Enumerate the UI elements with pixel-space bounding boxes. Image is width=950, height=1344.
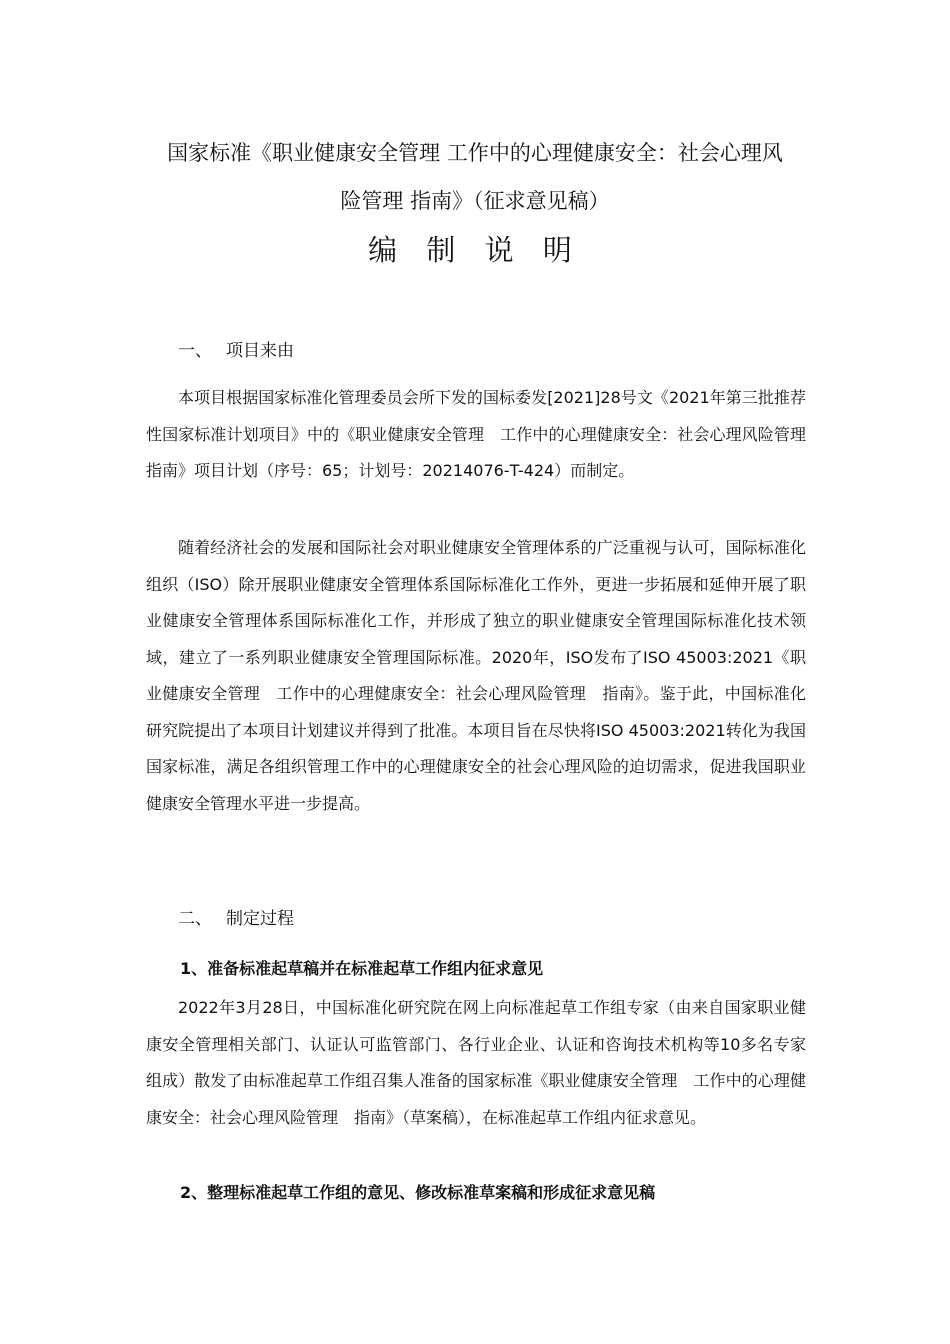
subsection-heading-2: 2、整理标准起草工作组的意见、修改标准草案稿和形成征求意见稿: [180, 1183, 656, 1202]
section-number: 一、: [178, 341, 212, 361]
section-number: 二、: [178, 909, 212, 929]
document-title-line-1: 国家标准《职业健康安全管理 工作中的心理健康安全：社会心理风: [167, 141, 783, 165]
paragraph-background: 随着经济社会的发展和国际社会对职业健康安全管理体系的广泛重视与认可，国际标准化组织（ISO）除开展职业健康安全管理体系国际标准化工作外，更进一步拓展和延伸开展了职业健康安全管理体系国际标准化工作，并形成了独立的职业健康安全管理国际标准化技术领域，建立了一系列职业健康安全管理国际标准。2020年，ISO发布了ISO 45003:2021《职业健康安全管理 工作中的心理健康安全：社会心理风险管理 指南》。鉴于此，中国标准化研究院提出了本项目计划建议并得到了批准。本项目旨在尽快将ISO 45003:2021转化为我国国家标准，满足各组织管理工作中的心理健康安全的社会心理风险的迫切需求，促进我国职业健康安全管理水平进一步提高。: [146, 538, 806, 813]
section-title: 制定过程: [226, 909, 294, 929]
main-heading: 编 制 说 明: [368, 233, 582, 267]
paragraph-draft-preparation: 2022年3月28日，中国标准化研究院在网上向标准起草工作组专家（由来自国家职业健康安全管理相关部门、认证认可监管部门、各行业企业、认证和咨询技术机构等10多名专家组成）散发了由标准起草工作组召集人准备的国家标准《职业健康安全管理 工作中的心理健康安全：社会心理风险管理 指南》（草案稿），在标准起草工作组内征求意见。: [146, 998, 806, 1127]
section-heading-2: [178, 906, 294, 932]
section-heading-1: [178, 338, 294, 364]
paragraph-project-source: 本项目根据国家标准化管理委员会所下发的国标委发[2021]28号文《2021年第三批推荐性国家标准计划项目》中的《职业健康安全管理 工作中的心理健康安全：社会心理风险管理 指南》项目计划（序号：65；计划号：20214076-T-424）而制定。: [146, 388, 823, 480]
section-title: 项目来由: [226, 341, 294, 361]
subsection-heading-1: 1、准备标准起草稿并在标准起草工作组内征求意见: [180, 959, 544, 978]
document-title-line-2: 险管理 指南》（征求意见稿）: [340, 189, 610, 213]
